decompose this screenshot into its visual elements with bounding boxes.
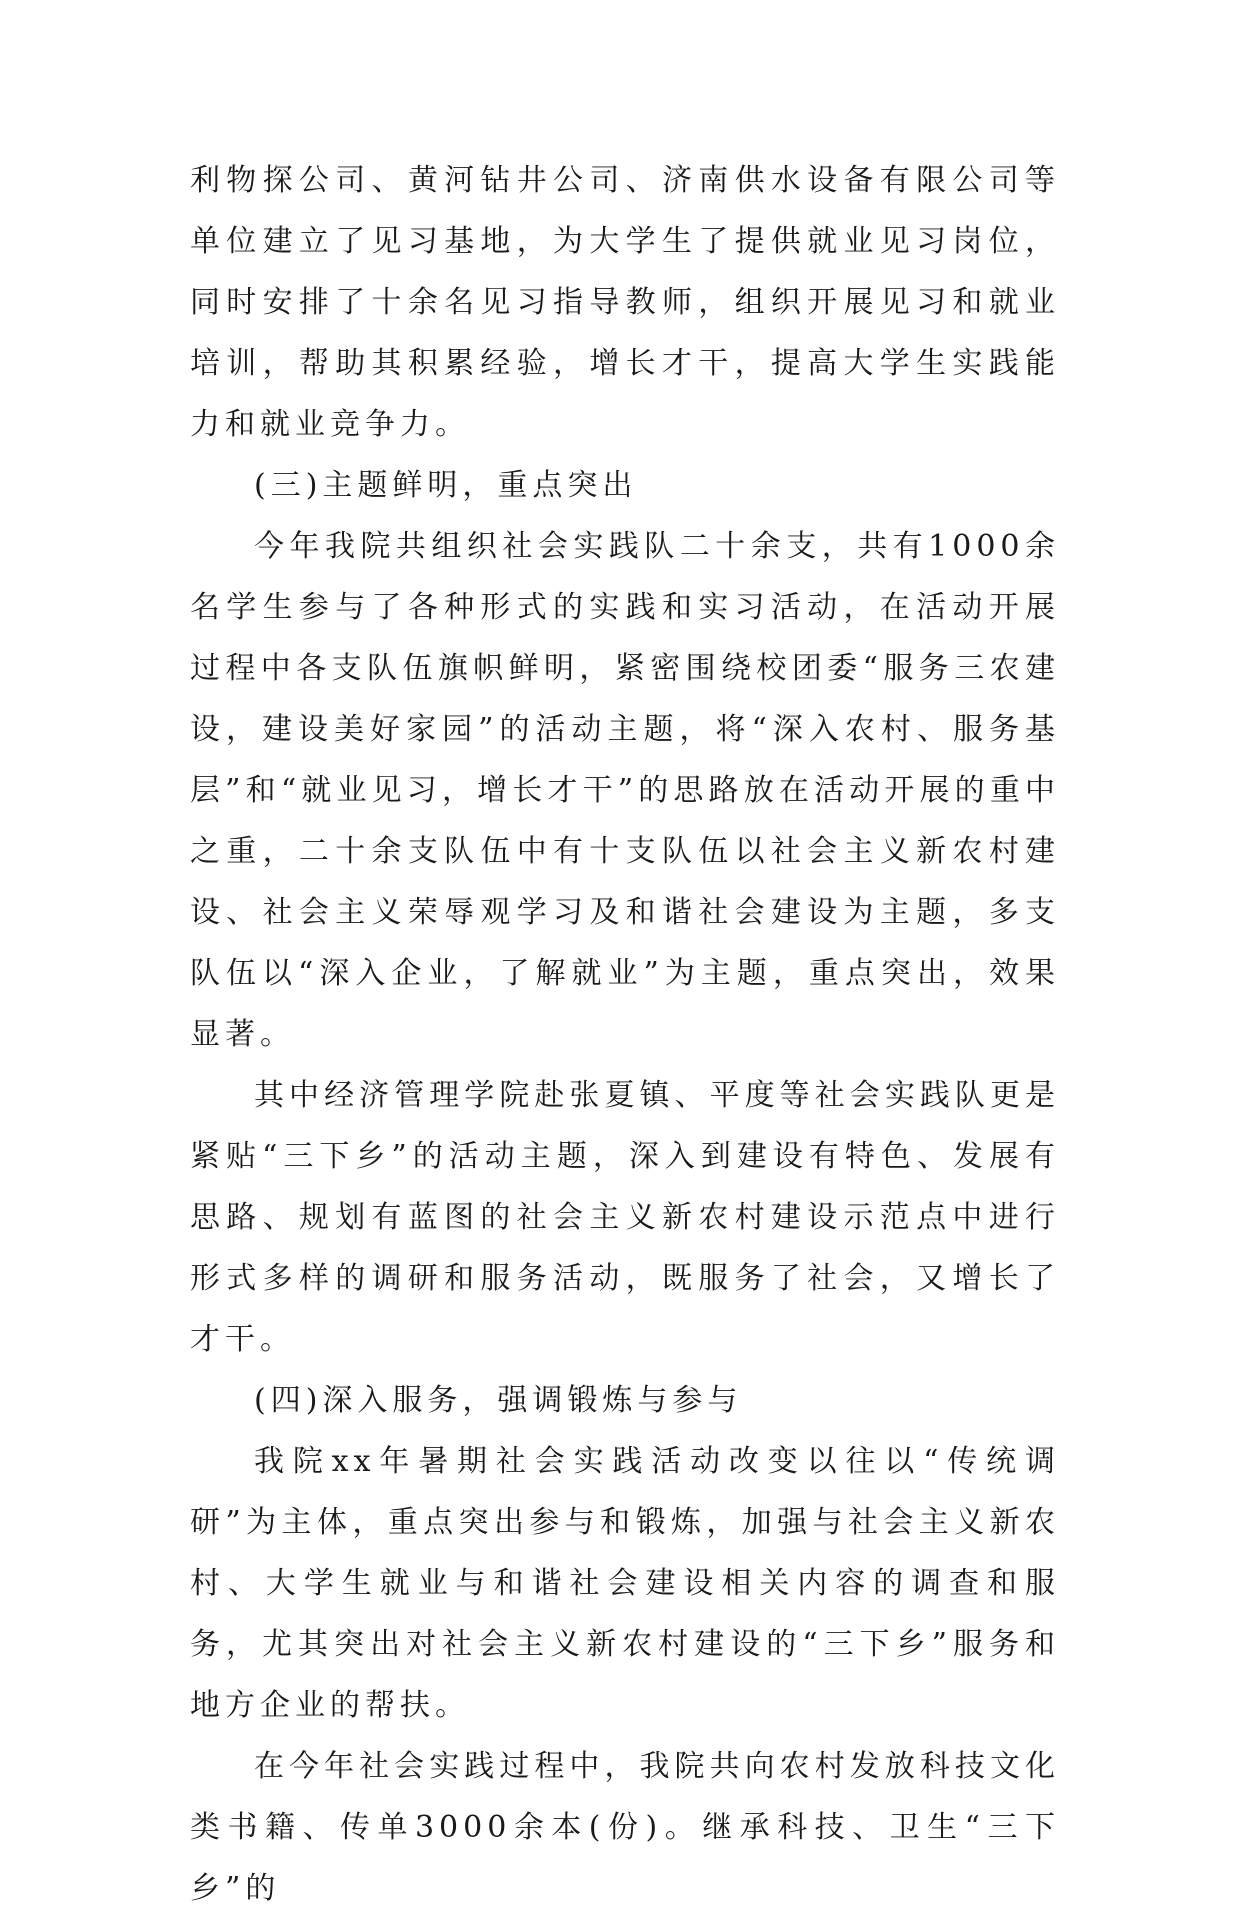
document-body (190, 150, 1060, 1919)
section-heading-3: (三)主题鲜明，重点突出 (254, 468, 638, 503)
paragraph-continuation: 利物探公司、黄河钻井公司、济南供水设备有限公司等单位建立了见习基地，为大学生了提供就业见习岗位，同时安排了十余名见习指导教师，组织开展见习和就业培训，帮助其积累经验，增长才干，提高大学生实践能力和就业竞争力。 (190, 163, 1060, 442)
paragraph: 我院xx年暑期社会实践活动改变以往以“传统调研”为主体，重点突出参与和锻炼，加强与社会主义新农村、大学生就业与和谐社会建设相关内容的调查和服务，尤其突出对社会主义新农村建设的“三下乡”服务和地方企业的帮扶。 (190, 1444, 1060, 1723)
paragraph: 在今年社会实践过程中，我院共向农村发放科技文化类书籍、传单3000余本(份)。继承科技、卫生“三下乡”的 (190, 1749, 1060, 1906)
paragraph: 今年我院共组织社会实践队二十余支，共有1000余名学生参与了各种形式的实践和实习活动，在活动开展过程中各支队伍旗帜鲜明，紧密围绕校团委“服务三农建设，建设美好家园”的活动主题，将“深入农村、服务基层”和“就业见习，增长才干”的思路放在活动开展的重中之重，二十余支队伍中有十支队伍以社会主义新农村建设、社会主义荣辱观学习及和谐社会建设为主题，多支队伍以“深入企业，了解就业”为主题，重点突出，效果显著。 (190, 529, 1060, 1052)
paragraph: 其中经济管理学院赴张夏镇、平度等社会实践队更是紧贴“三下乡”的活动主题，深入到建设有特色、发展有思路、规划有蓝图的社会主义新农村建设示范点中进行形式多样的调研和服务活动，既服务了社会，又增长了才干。 (190, 1078, 1060, 1357)
section-heading-4: (四)深入服务，强调锻炼与参与 (254, 1383, 743, 1418)
